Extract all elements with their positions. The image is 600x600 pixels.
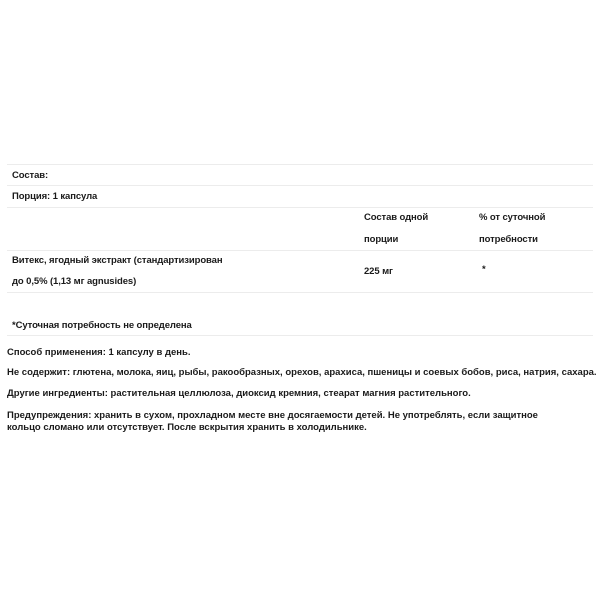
serving-size: Порция: 1 капсула <box>12 191 98 202</box>
divider <box>7 164 593 165</box>
other-ingredients-text: Другие ингредиенты: растительная целлюлоза, диоксид кремния, стеарат магния растительного. <box>7 388 471 399</box>
footnote: *Суточная потребность не определена <box>12 320 192 331</box>
free-of-text: Не содержит: глютена, молока, яиц, рыбы, ракообразных, орехов, арахиса, пшеницы и соевых бобов, риса, натрия, сахара. <box>7 367 597 378</box>
divider <box>7 335 593 336</box>
composition-title: Состав: <box>12 170 49 181</box>
ingredient-daily-value: * <box>482 264 486 275</box>
divider <box>7 292 593 293</box>
header-daily-value: % от суточной <box>479 212 546 223</box>
warnings-text: Предупреждения: хранить в сухом, прохладном месте вне досягаемости детей. Не употреблять, если защитное кольцо сломано или отсутствует. После вскрытия хранить в холодильнике. <box>7 410 538 433</box>
ingredient-amount: 225 мг <box>364 266 393 277</box>
usage-text: Способ применения: 1 капсулу в день. <box>7 347 191 358</box>
header-daily-value-2: потребности <box>479 234 538 245</box>
ingredient-name-2: до 0,5% (1,13 мг agnusides) <box>12 276 137 287</box>
header-per-serving-2: порции <box>364 234 399 245</box>
divider <box>7 185 593 186</box>
header-per-serving: Состав одной <box>364 212 429 223</box>
ingredient-name: Витекс, ягодный экстракт (стандартизирован <box>12 255 223 266</box>
divider <box>7 207 593 208</box>
divider <box>7 250 593 251</box>
